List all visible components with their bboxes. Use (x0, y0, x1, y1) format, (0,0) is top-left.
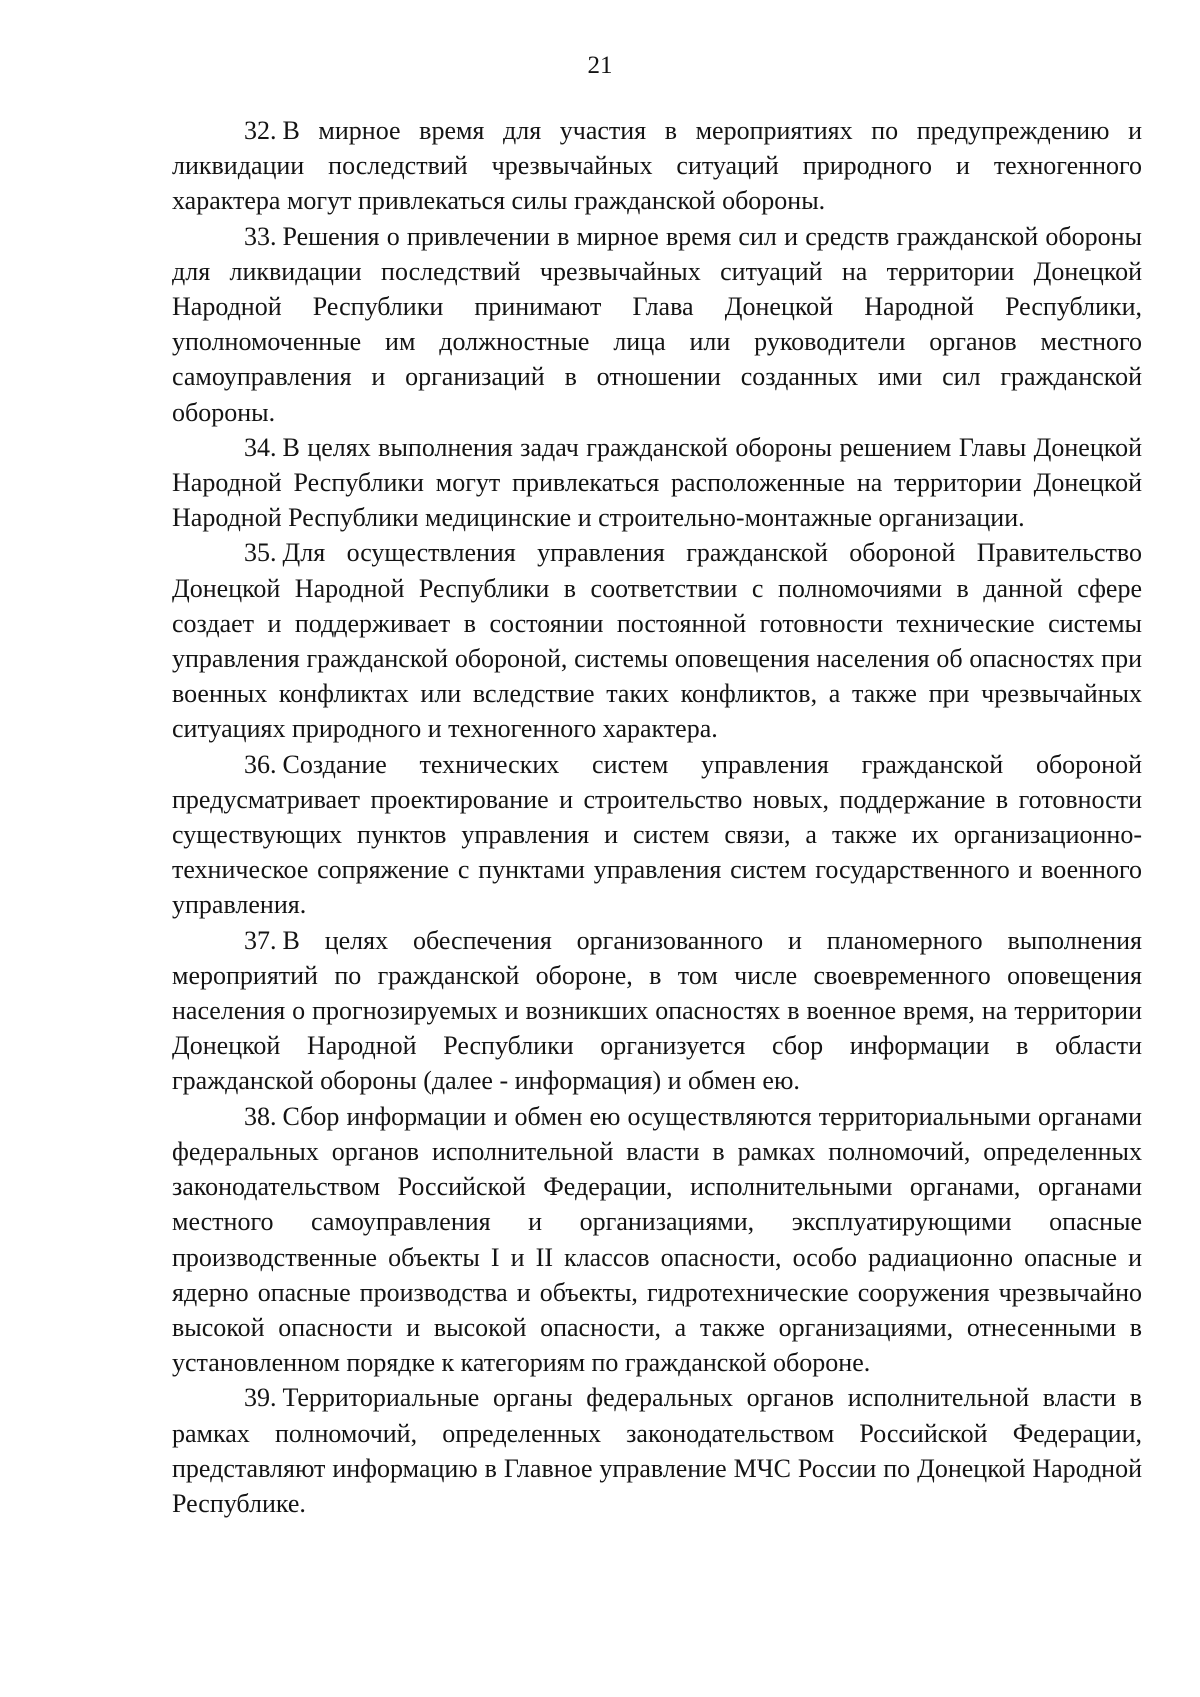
document-body (172, 113, 1142, 1521)
paragraph-text: Сбор информации и обмен ею осуществляются территориальными органами федеральных органов исполнительной власти в рамках полномочий, определенных законодательством Российской Федерации, исполнительными органами, органами местного самоуправления и организациями, эксплуатирующими опасные производственные объекты I и II классов опасности, особо радиационно опасные и ядерно опасные производства и объекты, гидротехнические сооружения чрезвычайно высокой опасности и высокой опасности, а также организациями, отнесенными в установленном порядке к категориям по гражданской обороне. (172, 1101, 1142, 1378)
paragraph-39 (172, 1380, 1142, 1521)
paragraph-37 (172, 923, 1142, 1099)
paragraph-text: Территориальные органы федеральных органов исполнительной власти в рамках полномочий, определенных законодательством Российской Федерации, представляют информацию в Главное управление МЧС России по Донецкой Народной Республике. (172, 1383, 1142, 1518)
paragraph-number: 34. (244, 432, 277, 462)
paragraph-38 (172, 1099, 1142, 1381)
paragraph-text: В целях выполнения задач гражданской обороны решением Главы Донецкой Народной Республики могут привлекаться расположенные на территории Донецкой Народной Республики медицинские и строительно-монтажные организации. (172, 432, 1142, 533)
paragraph-number: 35. (244, 538, 277, 568)
paragraph-number: 37. (244, 925, 277, 955)
paragraph-33 (172, 219, 1142, 430)
paragraph-34 (172, 430, 1142, 536)
paragraph-text: В мирное время для участия в мероприятиях по предупреждению и ликвидации последствий чрезвычайных ситуаций природного и техногенного характера могут привлекаться силы гражданской обороны. (172, 116, 1142, 216)
paragraph-number: 36. (244, 749, 277, 779)
paragraph-text: Создание технических систем управления гражданской обороной предусматривает проектирование и строительство новых, поддержание в готовности существующих пунктов управления и систем связи, а также их организационно-техническое сопряжение с пунктами управления систем государственного и военного управления. (172, 749, 1142, 920)
paragraph-number: 32. (244, 116, 277, 145)
paragraph-text: В целях обеспечения организованного и планомерного выполнения мероприятий по гражданской обороне, в том числе своевременного оповещения населения о прогнозируемых и возникших опасностях в военное время, на территории Донецкой Народной Республики организуется сбор информации в области гражданской обороны (далее - информация) и обмен ею. (172, 925, 1142, 1096)
paragraph-number: 33. (244, 221, 277, 251)
paragraph-35 (172, 535, 1142, 746)
paragraph-text: Решения о привлечении в мирное время сил и средств гражданской обороны для ликвидации последствий чрезвычайных ситуаций на территории Донецкой Народной Республики принимают Глава Донецкой Народной Республики, уполномоченные им должностные лица или руководители органов местного самоуправления и организаций в отношении созданных ими сил гражданской обороны. (172, 221, 1142, 427)
page-number: 21 (587, 52, 613, 79)
paragraph-text: Для осуществления управления гражданской обороной Правительство Донецкой Народной Республики в соответствии с полномочиями в данной сфере создает и поддерживает в состоянии постоянной готовности технические системы управления гражданской обороной, системы оповещения населения об опасностях при военных конфликтах или вследствие таких конфликтов, а также при чрезвычайных ситуациях природного и техногенного характера. (172, 538, 1142, 744)
paragraph-number: 39. (244, 1383, 277, 1413)
paragraph-36 (172, 747, 1142, 923)
paragraph-number: 38. (244, 1101, 277, 1131)
paragraph-32 (172, 113, 1142, 219)
